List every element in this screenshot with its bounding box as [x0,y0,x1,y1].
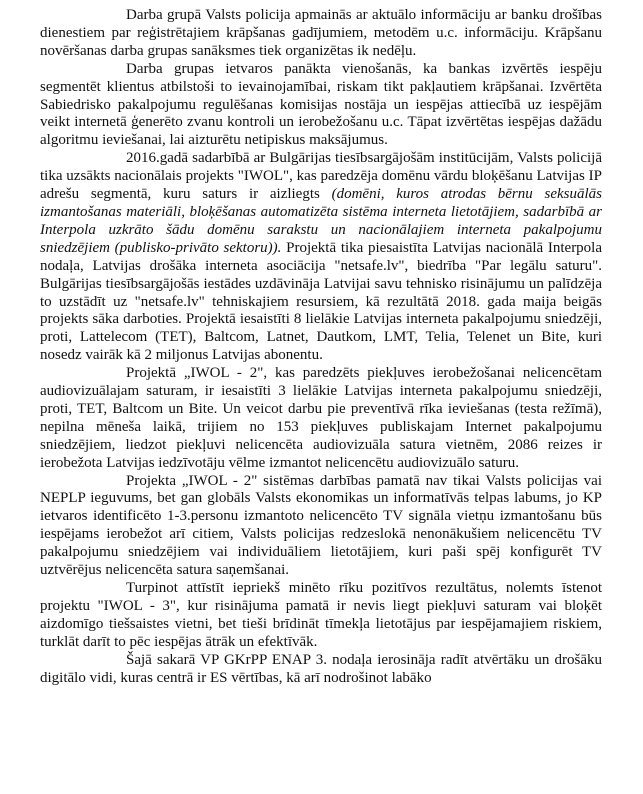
paragraph-text: 2016.gadā sadarbībā ar Bulgārijas tiesībsargājošām institūcijām, Valsts policijā tika uzsākts nacionālais projekts "IWOL", kas paredzēja domēnu vārdu bloķēšanu Latvijas IP adrešu segmentā, kuru saturs ir aizliegts [40,150,602,203]
paragraph-iwol-2-benefits [40,473,602,580]
paragraph-text-italic: (domēni, kuros atrodas bērnu seksuālās izmantošanas materiāli, bloķēšanas automatizēta sistēma interneta lietotājiem, sadarbībā ar Interpola uzkrāto šādu domēnu sarakstu un nacionālajiem interneta pakalpojumu sniedzējiem (publisko-privāto sektoru)). [40,186,602,256]
paragraph-text: Darba grupā Valsts policija apmainās ar aktuālo informāciju ar banku drošības dienestiem par reģistrētajiem krāpšanas gadījumiem, metodēm u.c. informāciju. Krāpšanu novēršanas darba grupas sanāksmes tiek organizētas ik nedēļu. [40,7,602,59]
paragraph-text: Projektā tika piesaistīta Latvijas nacionālā Interpola nodaļa, Latvijas drošāka interneta asociācija "netsafe.lv", biedrība "Par legālu saturu". Bulgārijas tiesībsargājošās iestādes uzdāvināja Latvijai savu tehnisko risinājumu un palīdzēja to uzstādīt uz "netsafe.lv" tehniskajiem resursiem, kā rezultātā 2018. gada maija beigās projekts sāka darboties. Projektā iesaistīti 8 lielākie Latvijas interneta pakalpojumu sniedzēji, proti, Lattelecom (TET), Baltcom, Latnet, Dautkom, LMT, Telia, Telenet un Bite, kuri nosedz vairāk kā 2 miljonus Latvijas abonentu. [40,239,603,364]
paragraph-enap-proposal [40,652,602,688]
paragraph-text: Turpinot attīstīt iepriekš minēto rīku pozitīvos rezultātus, nolemts īstenot projektu "IWOL - 3", kur risinājuma pamatā ir nevis liegt piekļuvi saturam vai bloķēt aizdomīgo tiešsaistes vietni, bet tieši brīdināt tīmekļa lietotājus par iespējamajiem riskiem, turklāt darīt to pēc iespējas ātrāk un efektīvāk. [40,580,602,650]
paragraph-text: Projektā „IWOL - 2", kas paredzēts piekļuves ierobežošanai nelicencētam audiovizuālajam saturam, ir iesaistīti 3 lielākie Latvijas interneta pakalpojumu sniedzēji, proti, TET, Baltcom un Bite. Un veicot darbu pie preventīvā rīka ieviešanas (testa režīmā), nepilna mēneša laikā, trijiem no 153 piekļuves publiskajam Internet pakalpojumu sniedzējiem, liedzot piekļuvi nelicencēta audiovizuāla satura vietnēm, 2086 reizes ir ierobežota Latvijas iedzīvotāju vēlme izmantot nelicencētu audiovizuālo saturu. [40,365,602,471]
paragraph-iwol-2-implementation [40,365,602,472]
paragraph-text: Projekta „IWOL - 2" sistēmas darbības pamatā nav tikai Valsts policijas vai NEPLP ieguvums, bet gan globāls Valsts ekonomikas un informatīvās telpas labums, jo KP ietvaros identificēto 1-3.personu izmantoto nelicencēto TV signāla vietņu izmantošanu būs iespējams ierobežot arī citiem, Valsts policijas redzeslokā nenonākušiem nelicencētu TV pakalpojumu sniedzējiem vai individuāliem lietotājiem, kuri paši spēj konfigurēt TV uztvērējus nelicencēta satura saņemšanai. [40,472,602,579]
paragraph-text: Darba grupas ietvaros panākta vienošanās, ka bankas izvērtēs iespēju segmentēt klientus atbilstoši to ievainojamībai, riskam tikt pakļautiem krāpšanai. Izvērtēta Sabiedrisko pakalpojumu regulēšanas komisijas nostāja un iespējas attiecībā uz iespējām veikt internetā ģenerēto zvanu kontroli un ierobežošanu u.c. Tāpat izvērtētas iespējas dažādu algoritmu ieviešanai, lai aizturētu netipiskus maksājumus. [40,60,602,149]
document-body [40,7,602,687]
paragraph-iwol-3-plan [40,580,602,652]
paragraph-bank-client-segmentation [40,61,602,151]
paragraph-iwol-project [40,150,602,365]
paragraph-text: Šajā sakarā VP GKrPP ENAP 3. nodaļa ierosināja radīt atvērtāku un drošāku digitālo vidi, kuras centrā ir ES vērtības, kā arī nodrošinot labāko [40,651,602,686]
paragraph-working-group-info-exchange [40,7,602,61]
